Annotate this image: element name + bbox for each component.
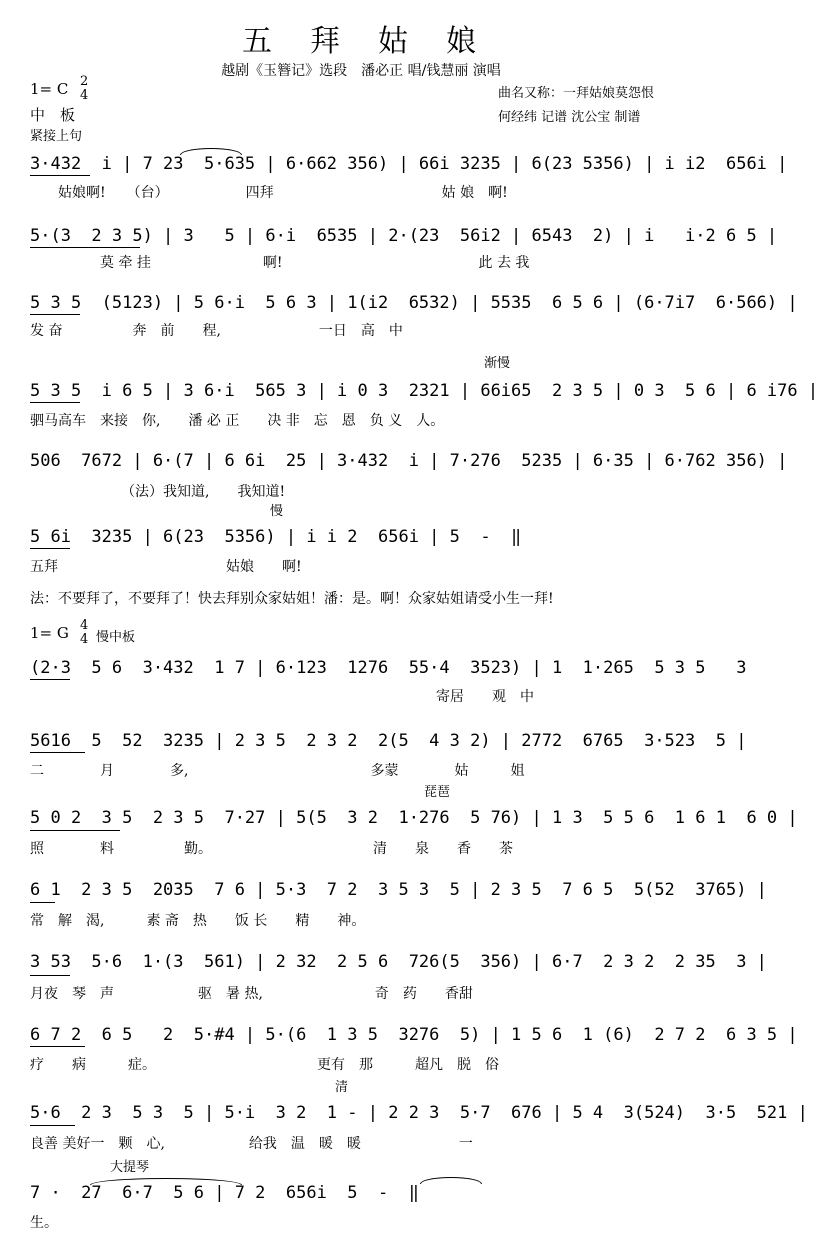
beam-line	[30, 175, 90, 176]
lyric-line: 寄居 观 中	[30, 689, 534, 705]
spoken-dialogue: 法：不要拜了，不要拜了！快去拜别众家姑姐！潘：是。啊！众家姑姐请受小生一拜!	[30, 591, 554, 607]
notation-line: 506 7672 | 6·(7 | 6 6i 25 | 3·432 i | 7·276 5235 | 6·35 | 6·762 356) |	[30, 451, 788, 471]
lyric-line: 发 奋 奔 前 程, 一日 高 中	[30, 323, 403, 339]
song-title: 五 拜 姑 娘	[242, 24, 480, 59]
time-bottom-1: 4	[80, 88, 89, 103]
notation-line: 6 1 2 3 5 2035 7 6 | 5·3 7 2 3 5 3 5 | 2 3 5 7 6 5 5(52 3765) |	[30, 880, 767, 900]
time-bottom-2: 4	[80, 632, 89, 647]
notation-line: 5616 5 52 3235 | 2 3 5 2 3 2 2(5 4 3 2) | 2772 6765 3·523 5 |	[30, 731, 747, 751]
beam-line	[30, 902, 55, 903]
lyric-line: 照 料 勤。 清 泉 香 茶	[30, 841, 513, 857]
notation-line: 5·6 2 3 5 3 5 | 5·i 3 2 1 - | 2 2 3 5·7 676 | 5 4 3(524) 3·5 521 |	[30, 1103, 808, 1123]
beam-line	[30, 1046, 85, 1047]
lyric-line: 姑娘啊! （台） 四拜 姑 娘 啊!	[30, 185, 508, 201]
lyric-line: 良善 美好一 颗 心, 给我 温 暖 暖 一	[30, 1136, 473, 1152]
beam-line	[30, 752, 85, 753]
slur	[90, 1178, 242, 1185]
notation-line: 5 3 5 i 6 5 | 3 6·i 565 3 | i 0 3 2321 | 66i65 2 3 5 | 0 3 5 6 | 6 i76 |	[30, 381, 818, 401]
tempo-1: 中 板	[30, 106, 76, 124]
notation-line: (2·3 5 6 3·432 1 7 | 6·123 1276 55·4 3523) | 1 1·265 5 3 5 3	[30, 658, 747, 678]
beam-line	[30, 548, 70, 549]
beam-line	[30, 830, 120, 831]
notation-line: 6 7 2 6 5 2 5·#4 | 5·(6 1 3 5 3276 5) | 1 5 6 1 (6) 2 7 2 6 3 5 |	[30, 1025, 798, 1045]
lyric-line: 疗 病 症。 更有 那 超凡 脱 俗	[30, 1057, 499, 1073]
notation-line: 5 3 5 (5123) | 5 6·i 5 6 3 | 1(i2 6532) | 5535 6 5 6 | (6·7i7 6·566) |	[30, 293, 798, 313]
notation-line: 5·(3 2 3 5) | 3 5 | 6·i 6535 | 2·(23 56i2 | 6543 2) | i i·2 6 5 |	[30, 226, 778, 246]
song-alias: 曲名又称：一拜姑娘莫怨恨	[498, 86, 655, 101]
tempo-2: 慢中板	[96, 630, 136, 645]
beam-line	[30, 247, 140, 248]
mark-clear: 清	[335, 1080, 349, 1095]
time-top-2: 4	[80, 618, 89, 633]
beam-line	[30, 975, 70, 976]
mark-cello: 大提琴	[110, 1160, 150, 1175]
slur	[180, 148, 242, 155]
lyric-line: 月夜 琴 声 驱 暑 热, 奇 药 香甜	[30, 986, 473, 1002]
notation-line: 7 · 27 6·7 5 6 | 7 2 656i 5 - ‖	[30, 1183, 419, 1203]
beam-line	[30, 314, 80, 315]
beam-line	[30, 679, 70, 680]
lyric-line: 生。	[30, 1215, 58, 1231]
key-signature-2: 1= G	[30, 624, 69, 642]
beam-line	[30, 1125, 75, 1126]
lyric-line: （法）我知道, 我知道!	[30, 484, 286, 500]
notation-line: 5 6i 3235 | 6(23 5356) | i i 2 656i | 5 - ‖	[30, 527, 522, 547]
time-top-1: 2	[80, 74, 89, 89]
credits: 何经纬 记谱 沈公宝 制谱	[498, 110, 641, 125]
notation-line: 3·432 i | 7 23 5·635 | 6·662 356) | 66i 3235 | 6(23 5356) | i i2 656i |	[30, 154, 788, 174]
song-subtitle: 越剧《玉簪记》选段 潘必正 唱/钱慧丽 演唱	[221, 63, 501, 79]
key-signature-1: 1= C	[30, 80, 69, 98]
notation-line: 5 0 2 3 5 2 3 5 7·27 | 5(5 3 2 1·276 5 76) | 1 3 5 5 6 1 6 1 6 0 |	[30, 808, 798, 828]
lyric-line: 常 解 渴, 素 斋 热 饭 长 精 神。	[30, 913, 366, 929]
mark-pipa: 琵琶	[424, 785, 451, 800]
notation-line: 3 53 5·6 1·(3 561) | 2 32 2 5 6 726(5 356) | 6·7 2 3 2 2 35 3 |	[30, 952, 767, 972]
beam-line	[30, 402, 80, 403]
mark-gradual-slow: 渐慢	[484, 356, 511, 371]
lyric-line: 二 月 多, 多蒙 姑 姐	[30, 763, 525, 779]
slur	[420, 1177, 482, 1184]
lyric-line: 五拜 姑娘 啊!	[30, 559, 302, 575]
performance-note: 紧接上句	[30, 129, 83, 144]
mark-slow: 慢	[270, 504, 284, 519]
lyric-line: 莫 牵 挂 啊! 此 去 我	[30, 255, 530, 271]
lyric-line: 驷马高车 来接 你, 潘 必 正 决 非 忘 恩 负 义 人。	[30, 413, 445, 429]
